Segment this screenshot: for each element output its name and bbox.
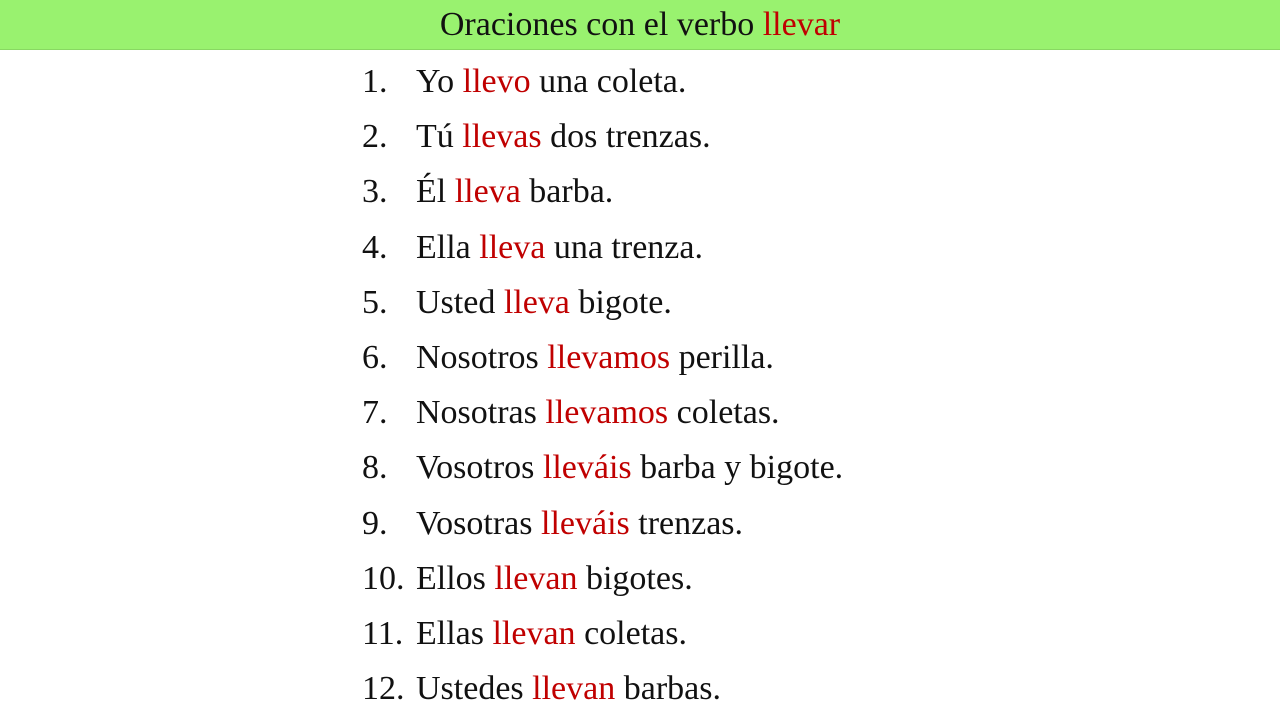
verb: lleváis (542, 449, 632, 487)
list-item (0, 385, 1280, 440)
subject: Él (416, 173, 455, 211)
subject: Usted (416, 283, 504, 321)
sentence-text (416, 496, 743, 551)
complement: perilla. (670, 338, 774, 376)
complement: barba. (520, 173, 614, 211)
subject: Nosotras (416, 394, 546, 432)
item-number: 2. (362, 118, 388, 156)
list-item (0, 54, 1280, 109)
verb: llevamos (547, 338, 671, 376)
sentence-text (416, 54, 686, 109)
complement: trenzas. (629, 504, 744, 542)
sentence-text (416, 330, 774, 385)
complement: dos trenzas. (541, 118, 711, 156)
subject: Ella (416, 228, 480, 266)
sentence-text (416, 109, 711, 164)
list-item (0, 109, 1280, 164)
item-number: 5. (362, 283, 388, 321)
complement: una coleta. (530, 63, 687, 100)
sentence-text (416, 164, 613, 219)
sentence-text (416, 606, 687, 661)
item-number: 8. (362, 449, 388, 487)
verb: lleva (479, 228, 546, 266)
sentence-text (416, 551, 693, 606)
verb: llevan (492, 614, 576, 652)
verb: llevamos (545, 394, 669, 432)
sentence-list (0, 54, 1280, 716)
item-number: 9. (362, 504, 388, 542)
item-number: 11. (362, 614, 404, 652)
item-number: 6. (362, 338, 388, 376)
complement: coletas. (668, 394, 780, 432)
complement: bigote. (569, 283, 672, 321)
list-item (0, 330, 1280, 385)
complement: bigotes. (577, 559, 693, 597)
subject: Yo (416, 63, 463, 100)
verb: llevo (462, 63, 531, 100)
verb: lleváis (541, 504, 630, 542)
sentence-text (416, 385, 780, 440)
verb: lleva (503, 283, 570, 321)
complement: coletas. (575, 614, 687, 652)
item-number: 12. (362, 670, 405, 708)
list-item (0, 440, 1280, 495)
subject: Tú (416, 118, 463, 156)
complement: barba y bigote. (631, 449, 844, 487)
subject: Ellos (416, 559, 495, 597)
item-number: 10. (362, 559, 405, 597)
page-title (440, 6, 840, 43)
item-number: 4. (362, 228, 388, 266)
subject: Ellas (416, 614, 493, 652)
item-number: 3. (362, 173, 388, 211)
list-item (0, 164, 1280, 219)
title-verb: llevar (762, 6, 841, 43)
complement: barbas. (615, 670, 721, 708)
subject: Ustedes (416, 670, 533, 708)
sentence-text (416, 275, 672, 330)
subject: Vosotras (416, 504, 541, 542)
sentence-text (416, 661, 721, 716)
subject: Vosotros (416, 449, 543, 487)
item-number: 7. (362, 394, 388, 432)
item-number: 1. (362, 63, 388, 100)
complement: una trenza. (545, 228, 703, 266)
title-prefix: Oraciones con el verbo (439, 6, 763, 43)
list-item (0, 275, 1280, 330)
list-item (0, 606, 1280, 661)
list-item (0, 496, 1280, 551)
list-item (0, 661, 1280, 716)
verb: lleva (454, 173, 521, 211)
sentence-text (416, 220, 703, 275)
verb: llevas (462, 118, 542, 156)
sentence-text (416, 440, 843, 495)
verb: llevan (494, 559, 578, 597)
title-bar (0, 0, 1280, 50)
verb: llevan (532, 670, 616, 708)
list-item (0, 220, 1280, 275)
list-item (0, 551, 1280, 606)
subject: Nosotros (416, 338, 548, 376)
